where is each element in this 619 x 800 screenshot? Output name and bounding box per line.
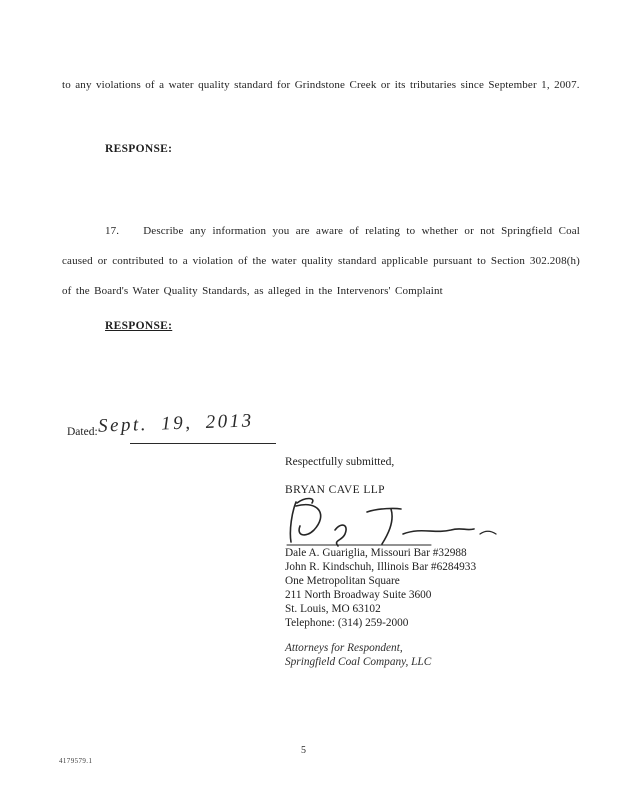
signature-scrawl-icon	[283, 496, 498, 550]
paragraph-number: 17.	[105, 225, 120, 237]
attorney-line: St. Louis, MO 63102	[285, 603, 381, 615]
attorney-line: One Metropolitan Square	[285, 575, 400, 587]
handwritten-date: Sept. 19, 2013	[97, 410, 255, 437]
attorney-line: Dale A. Guariglia, Missouri Bar #32988	[285, 547, 467, 559]
attorney-info-block	[285, 546, 476, 630]
interrogatory-17	[62, 216, 580, 306]
response-heading-2: RESPONSE:	[105, 320, 173, 332]
interrogatory-17-text: Describe any information you are aware of relating to whether or not Springfield Coal caused or contributed to a violation of the water quality standard applicable pursuant to Section 302.208(h) of the Board's Water Quality Standards, as alleged in the Intervenors' Complaint	[62, 225, 580, 297]
law-firm-name: BRYAN CAVE LLP	[285, 484, 385, 496]
attorney-line: John R. Kindschuh, Illinois Bar #6284933	[285, 561, 477, 573]
salutation: Respectfully submitted,	[285, 456, 395, 468]
footer-page-number: 5	[301, 745, 306, 756]
role-line: Attorneys for Respondent,	[285, 642, 403, 654]
intro-paragraph: to any violations of a water quality standard for Grindstone Creek or its tributaries since September 1, 2007.	[62, 79, 580, 91]
dated-label: Dated:	[67, 426, 98, 438]
footer-document-id: 4179579.1	[59, 757, 93, 765]
attorneys-for-block	[285, 641, 431, 669]
attorney-line: Telephone: (314) 259-2000	[285, 617, 409, 629]
dated-underline	[130, 443, 276, 444]
role-line: Springfield Coal Company, LLC	[285, 656, 432, 668]
response-heading-1: RESPONSE:	[105, 143, 173, 155]
attorney-line: 211 North Broadway Suite 3600	[285, 589, 432, 601]
